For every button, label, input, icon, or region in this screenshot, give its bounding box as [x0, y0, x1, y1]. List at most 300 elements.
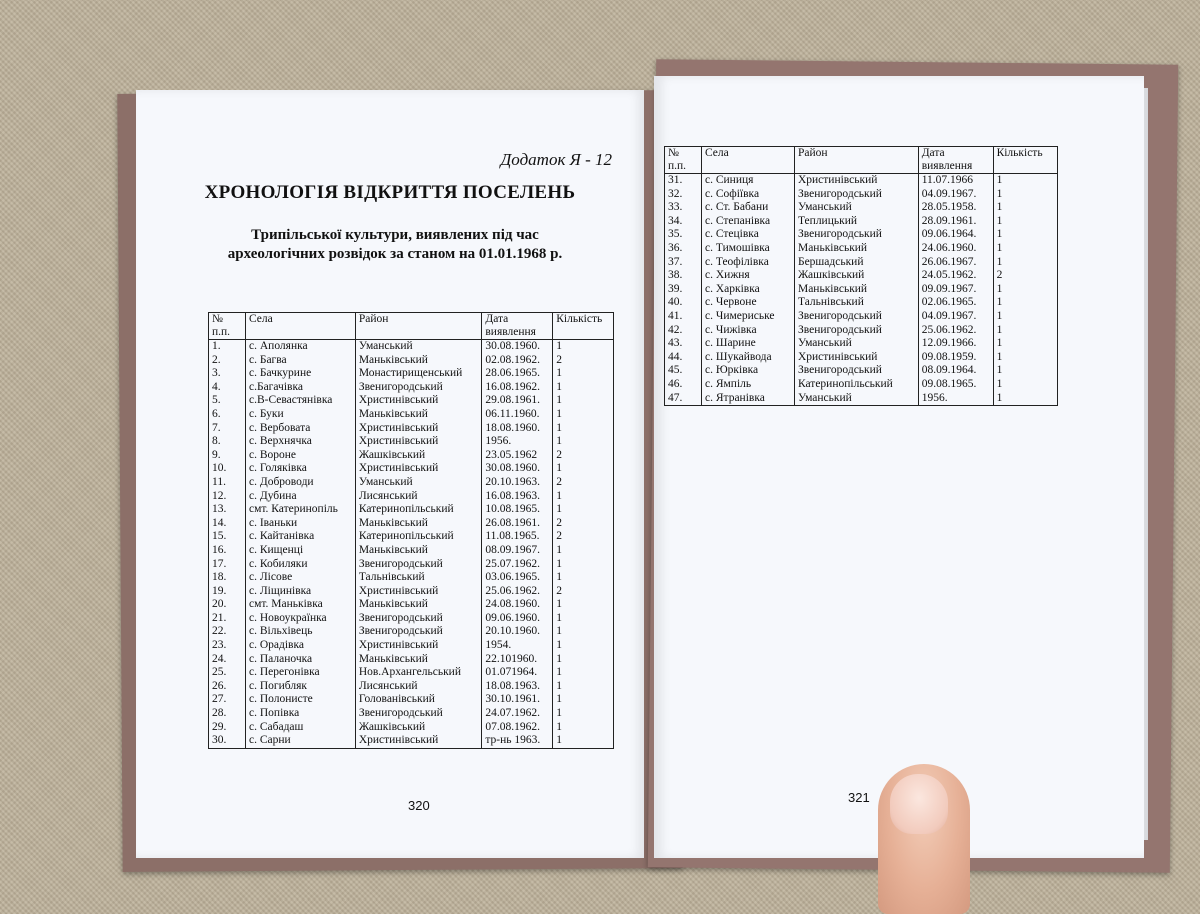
discovery-date: 24.06.1960.: [918, 242, 993, 256]
table-row: [209, 598, 614, 612]
village-name: с. Верхнячка: [246, 435, 356, 449]
row-number: 22.: [209, 625, 246, 639]
table-row: [665, 228, 1058, 242]
discovery-date: 18.08.1963.: [482, 680, 553, 694]
discovery-date: 30.08.1960.: [482, 462, 553, 476]
row-number: 34.: [665, 215, 702, 229]
district-name: Катеринопільський: [355, 530, 482, 544]
row-number: 11.: [209, 476, 246, 490]
settlement-count: 2: [553, 530, 614, 544]
table-row: [665, 296, 1058, 310]
row-number: 42.: [665, 324, 702, 338]
settlement-count: 1: [993, 351, 1057, 365]
discovery-date: 24.05.1962.: [918, 269, 993, 283]
settlement-count: 2: [993, 269, 1057, 283]
row-number: 13.: [209, 503, 246, 517]
row-number: 12.: [209, 490, 246, 504]
district-name: Монастирищенський: [355, 367, 482, 381]
village-name: смт. Катеринопіль: [246, 503, 356, 517]
row-number: 33.: [665, 201, 702, 215]
settlement-count: 1: [993, 392, 1057, 406]
district-name: Маньківський: [355, 653, 482, 667]
row-number: 18.: [209, 571, 246, 585]
header-village: Села: [702, 147, 795, 174]
subtitle-line-2: археологічних розвідок за станом на 01.01.1968 р.: [227, 246, 563, 262]
discovery-date: 04.09.1967.: [918, 310, 993, 324]
village-name: с.Багачівка: [246, 381, 356, 395]
village-name: с. Чимериське: [702, 310, 795, 324]
row-number: 32.: [665, 188, 702, 202]
settlement-count: 1: [993, 242, 1057, 256]
settlement-count: 1: [553, 721, 614, 735]
discovery-date: 29.08.1961.: [482, 394, 553, 408]
discovery-date: 06.11.1960.: [482, 408, 553, 422]
table-row: [209, 693, 614, 707]
discovery-date: 30.08.1960.: [482, 340, 553, 354]
row-number: 23.: [209, 639, 246, 653]
discovery-date: 01.071964.: [482, 666, 553, 680]
row-number: 6.: [209, 408, 246, 422]
discovery-date: тр-нь 1963.: [482, 734, 553, 748]
table-row: [209, 408, 614, 422]
district-name: Жашківський: [355, 449, 482, 463]
village-name: с. Голяківка: [246, 462, 356, 476]
discovery-date: 1954.: [482, 639, 553, 653]
table-row: [665, 337, 1058, 351]
table-row: [665, 256, 1058, 270]
discovery-date: 02.08.1962.: [482, 354, 553, 368]
row-number: 44.: [665, 351, 702, 365]
settlement-count: 1: [553, 653, 614, 667]
row-number: 46.: [665, 378, 702, 392]
district-name: Уманський: [355, 476, 482, 490]
district-name: Лисянський: [355, 490, 482, 504]
village-name: с. Кищенці: [246, 544, 356, 558]
district-name: Уманський: [794, 201, 918, 215]
village-name: с. Ятранівка: [702, 392, 795, 406]
table-row: [209, 571, 614, 585]
district-name: Христинівський: [355, 435, 482, 449]
table-row: [209, 680, 614, 694]
row-number: 16.: [209, 544, 246, 558]
table-row: [209, 721, 614, 735]
table-row: [665, 378, 1058, 392]
settlement-count: 1: [553, 734, 614, 748]
district-name: Христинівський: [794, 174, 918, 188]
discovery-date: 11.07.1966: [918, 174, 993, 188]
village-name: с. Орадівка: [246, 639, 356, 653]
village-name: с. Паланочка: [246, 653, 356, 667]
table-row: [665, 392, 1058, 406]
discovery-date: 09.08.1965.: [918, 378, 993, 392]
district-name: Звенигородський: [355, 381, 482, 395]
village-name: с. Стецівка: [702, 228, 795, 242]
row-number: 38.: [665, 269, 702, 283]
district-name: Звенигородський: [794, 188, 918, 202]
village-name: с. Червоне: [702, 296, 795, 310]
settlement-count: 1: [553, 693, 614, 707]
village-name: с. Буки: [246, 408, 356, 422]
settlement-count: 1: [553, 462, 614, 476]
village-name: с. Багва: [246, 354, 356, 368]
discovery-date: 28.09.1961.: [918, 215, 993, 229]
row-number: 27.: [209, 693, 246, 707]
header-count: Кількість: [993, 147, 1057, 174]
district-name: Лисянський: [355, 680, 482, 694]
village-name: с. Тимошівка: [702, 242, 795, 256]
table-row: [209, 653, 614, 667]
table-row: [209, 666, 614, 680]
table-row: [209, 707, 614, 721]
table-row: [665, 283, 1058, 297]
row-number: 43.: [665, 337, 702, 351]
village-name: с. Хижня: [702, 269, 795, 283]
district-name: Звенигородський: [355, 707, 482, 721]
village-name: с. Перегонівка: [246, 666, 356, 680]
table-row: [209, 449, 614, 463]
village-name: с. Попівка: [246, 707, 356, 721]
village-name: с. Синиця: [702, 174, 795, 188]
header-date: Дата виявлення: [918, 147, 993, 174]
village-name: с. Ст. Бабани: [702, 201, 795, 215]
discovery-date: 1956.: [918, 392, 993, 406]
village-name: с. Теофілівка: [702, 256, 795, 270]
settlement-count: 1: [993, 201, 1057, 215]
discovery-date: 26.08.1961.: [482, 517, 553, 531]
page-320: [136, 90, 644, 858]
district-name: Звенигородський: [355, 612, 482, 626]
settlement-count: 1: [993, 283, 1057, 297]
village-name: с. Софіївка: [702, 188, 795, 202]
discovery-date: 09.06.1960.: [482, 612, 553, 626]
table-row: [665, 310, 1058, 324]
table-row: [209, 490, 614, 504]
settlement-count: 1: [553, 408, 614, 422]
settlement-count: 1: [993, 215, 1057, 229]
district-name: Звенигородський: [355, 625, 482, 639]
table-row: [209, 503, 614, 517]
table-row: [665, 351, 1058, 365]
settlement-count: 1: [553, 490, 614, 504]
settlements-table-part-1: [208, 312, 614, 749]
discovery-date: 1956.: [482, 435, 553, 449]
village-name: с. Ліщинівка: [246, 585, 356, 599]
discovery-date: 30.10.1961.: [482, 693, 553, 707]
settlement-count: 1: [553, 544, 614, 558]
row-number: 4.: [209, 381, 246, 395]
table-row: [209, 367, 614, 381]
discovery-date: 03.06.1965.: [482, 571, 553, 585]
appendix-label: Додаток Я - 12: [500, 150, 612, 169]
settlement-count: 1: [553, 381, 614, 395]
discovery-date: 25.07.1962.: [482, 558, 553, 572]
table-row: [665, 201, 1058, 215]
district-name: Уманський: [794, 337, 918, 351]
settlement-count: 1: [993, 378, 1057, 392]
district-name: Звенигородський: [794, 310, 918, 324]
row-number: 28.: [209, 707, 246, 721]
discovery-date: 10.08.1965.: [482, 503, 553, 517]
row-number: 5.: [209, 394, 246, 408]
settlement-count: 2: [553, 517, 614, 531]
settlement-count: 2: [553, 354, 614, 368]
district-name: Жашківський: [355, 721, 482, 735]
header-district: Район: [355, 313, 482, 340]
discovery-date: 25.06.1962.: [482, 585, 553, 599]
village-name: с. Ямпіль: [702, 378, 795, 392]
district-name: Маньківський: [355, 354, 482, 368]
village-name: с. Вільхівець: [246, 625, 356, 639]
village-name: с. Бачкурине: [246, 367, 356, 381]
settlements-table-part-2: [664, 146, 1058, 406]
discovery-date: 22.101960.: [482, 653, 553, 667]
header-date: Дата виявлення: [482, 313, 553, 340]
row-number: 35.: [665, 228, 702, 242]
settlement-count: 1: [993, 228, 1057, 242]
district-name: Маньківський: [355, 517, 482, 531]
district-name: Маньківський: [794, 242, 918, 256]
village-name: с. Лісове: [246, 571, 356, 585]
district-name: Христинівський: [355, 394, 482, 408]
table-header-row: [665, 147, 1058, 174]
district-name: Христинівський: [355, 422, 482, 436]
settlement-count: 1: [553, 612, 614, 626]
village-name: с. Юрківка: [702, 364, 795, 378]
district-name: Звенигородський: [794, 364, 918, 378]
settlement-count: 1: [993, 188, 1057, 202]
village-name: с. Новоукраїнка: [246, 612, 356, 626]
table-body-left: [209, 340, 614, 749]
district-name: Уманський: [355, 340, 482, 354]
discovery-date: 28.05.1958.: [918, 201, 993, 215]
row-number: 25.: [209, 666, 246, 680]
subtitle-line-1: Трипільської культури, виявлених під час: [251, 227, 539, 243]
district-name: Катеринопільський: [355, 503, 482, 517]
settlement-count: 1: [553, 422, 614, 436]
village-name: с. Полонисте: [246, 693, 356, 707]
row-number: 3.: [209, 367, 246, 381]
discovery-date: 12.09.1966.: [918, 337, 993, 351]
settlement-count: 2: [553, 449, 614, 463]
table-row: [209, 734, 614, 748]
district-name: Нов.Архангельський: [355, 666, 482, 680]
district-name: Христинівський: [355, 585, 482, 599]
village-name: с. Вербовата: [246, 422, 356, 436]
settlement-count: 1: [553, 680, 614, 694]
table-row: [665, 215, 1058, 229]
discovery-date: 16.08.1963.: [482, 490, 553, 504]
finger-holding-page: [878, 764, 970, 914]
village-name: с. Чижівка: [702, 324, 795, 338]
table-body-right: [665, 174, 1058, 406]
settlement-count: 1: [553, 666, 614, 680]
discovery-date: 07.08.1962.: [482, 721, 553, 735]
settlement-count: 1: [993, 310, 1057, 324]
row-number: 41.: [665, 310, 702, 324]
settlement-count: 1: [553, 707, 614, 721]
village-name: с. Кайтанівка: [246, 530, 356, 544]
table-row: [209, 530, 614, 544]
discovery-date: 02.06.1965.: [918, 296, 993, 310]
discovery-date: 23.05.1962: [482, 449, 553, 463]
discovery-date: 08.09.1964.: [918, 364, 993, 378]
discovery-date: 04.09.1967.: [918, 188, 993, 202]
settlement-count: 1: [993, 256, 1057, 270]
district-name: Жашківський: [794, 269, 918, 283]
row-number: 31.: [665, 174, 702, 188]
discovery-date: 20.10.1960.: [482, 625, 553, 639]
settlement-count: 1: [553, 558, 614, 572]
page-number: 320: [408, 798, 430, 813]
settlement-count: 1: [553, 435, 614, 449]
village-name: с. Іваньки: [246, 517, 356, 531]
page-321: [654, 76, 1144, 858]
district-name: Маньківський: [355, 544, 482, 558]
discovery-date: 09.08.1959.: [918, 351, 993, 365]
district-name: Христинівський: [794, 351, 918, 365]
district-name: Голованівський: [355, 693, 482, 707]
header-district: Район: [794, 147, 918, 174]
table-row: [665, 174, 1058, 188]
district-name: Маньківський: [794, 283, 918, 297]
village-name: с. Шукайвода: [702, 351, 795, 365]
table-row: [665, 188, 1058, 202]
village-name: с. Вороне: [246, 449, 356, 463]
district-name: Звенигородський: [794, 228, 918, 242]
row-number: 39.: [665, 283, 702, 297]
village-name: с. Харківка: [702, 283, 795, 297]
row-number: 8.: [209, 435, 246, 449]
discovery-date: 28.06.1965.: [482, 367, 553, 381]
row-number: 47.: [665, 392, 702, 406]
row-number: 20.: [209, 598, 246, 612]
district-name: Тальнівський: [355, 571, 482, 585]
row-number: 30.: [209, 734, 246, 748]
table-row: [209, 544, 614, 558]
table-row: [209, 625, 614, 639]
district-name: Христинівський: [355, 639, 482, 653]
table-row: [209, 639, 614, 653]
table-row: [209, 354, 614, 368]
discovery-date: 25.06.1962.: [918, 324, 993, 338]
table-row: [209, 476, 614, 490]
row-number: 14.: [209, 517, 246, 531]
settlement-count: 1: [553, 394, 614, 408]
row-number: 45.: [665, 364, 702, 378]
village-name: с. Кобиляки: [246, 558, 356, 572]
village-name: с.В-Севастянівка: [246, 394, 356, 408]
table-row: [665, 364, 1058, 378]
settlement-count: 1: [993, 174, 1057, 188]
table-row: [209, 381, 614, 395]
discovery-date: 24.07.1962.: [482, 707, 553, 721]
table-row: [209, 462, 614, 476]
table-row: [209, 394, 614, 408]
row-number: 37.: [665, 256, 702, 270]
discovery-date: 09.09.1967.: [918, 283, 993, 297]
page-number: 321: [848, 790, 870, 805]
settlement-count: 2: [553, 476, 614, 490]
settlement-count: 1: [993, 337, 1057, 351]
settlement-count: 1: [553, 598, 614, 612]
row-number: 1.: [209, 340, 246, 354]
table-row: [209, 340, 614, 354]
village-name: с. Сарни: [246, 734, 356, 748]
table-row: [209, 558, 614, 572]
village-name: с. Сабадаш: [246, 721, 356, 735]
row-number: 29.: [209, 721, 246, 735]
discovery-date: 20.10.1963.: [482, 476, 553, 490]
page-subtitle: [176, 226, 614, 264]
village-name: с. Степанівка: [702, 215, 795, 229]
settlement-count: 1: [993, 296, 1057, 310]
settlement-count: 1: [553, 503, 614, 517]
table-header-row: [209, 313, 614, 340]
table-row: [665, 324, 1058, 338]
row-number: 7.: [209, 422, 246, 436]
row-number: 2.: [209, 354, 246, 368]
discovery-date: 26.06.1967.: [918, 256, 993, 270]
district-name: Теплицький: [794, 215, 918, 229]
settlement-count: 1: [553, 625, 614, 639]
discovery-date: 11.08.1965.: [482, 530, 553, 544]
row-number: 15.: [209, 530, 246, 544]
settlement-count: 1: [553, 367, 614, 381]
fingernail: [890, 774, 948, 834]
header-number: № п.п.: [209, 313, 246, 340]
row-number: 9.: [209, 449, 246, 463]
district-name: Уманський: [794, 392, 918, 406]
header-number: № п.п.: [665, 147, 702, 174]
district-name: Бершадський: [794, 256, 918, 270]
village-name: смт. Маньківка: [246, 598, 356, 612]
village-name: с. Доброводи: [246, 476, 356, 490]
row-number: 10.: [209, 462, 246, 476]
discovery-date: 16.08.1962.: [482, 381, 553, 395]
village-name: с. Дубина: [246, 490, 356, 504]
district-name: Христинівський: [355, 462, 482, 476]
settlement-count: 1: [553, 639, 614, 653]
table-row: [209, 612, 614, 626]
table-row: [209, 435, 614, 449]
district-name: Тальнівський: [794, 296, 918, 310]
page-title: ХРОНОЛОГІЯ ВІДКРИТТЯ ПОСЕЛЕНЬ: [204, 182, 576, 203]
village-name: с. Аполянка: [246, 340, 356, 354]
row-number: 40.: [665, 296, 702, 310]
settlement-count: 1: [993, 324, 1057, 338]
table-row: [665, 242, 1058, 256]
header-village: Села: [246, 313, 356, 340]
settlement-count: 1: [993, 364, 1057, 378]
district-name: Звенигородський: [794, 324, 918, 338]
row-number: 17.: [209, 558, 246, 572]
table-row: [209, 422, 614, 436]
table-row: [209, 585, 614, 599]
district-name: Маньківський: [355, 408, 482, 422]
row-number: 21.: [209, 612, 246, 626]
district-name: Катеринопільський: [794, 378, 918, 392]
village-name: с. Шарине: [702, 337, 795, 351]
district-name: Звенигородський: [355, 558, 482, 572]
row-number: 19.: [209, 585, 246, 599]
discovery-date: 24.08.1960.: [482, 598, 553, 612]
district-name: Христинівський: [355, 734, 482, 748]
discovery-date: 09.06.1964.: [918, 228, 993, 242]
discovery-date: 18.08.1960.: [482, 422, 553, 436]
village-name: с. Погибляк: [246, 680, 356, 694]
table-row: [209, 517, 614, 531]
settlement-count: 1: [553, 340, 614, 354]
